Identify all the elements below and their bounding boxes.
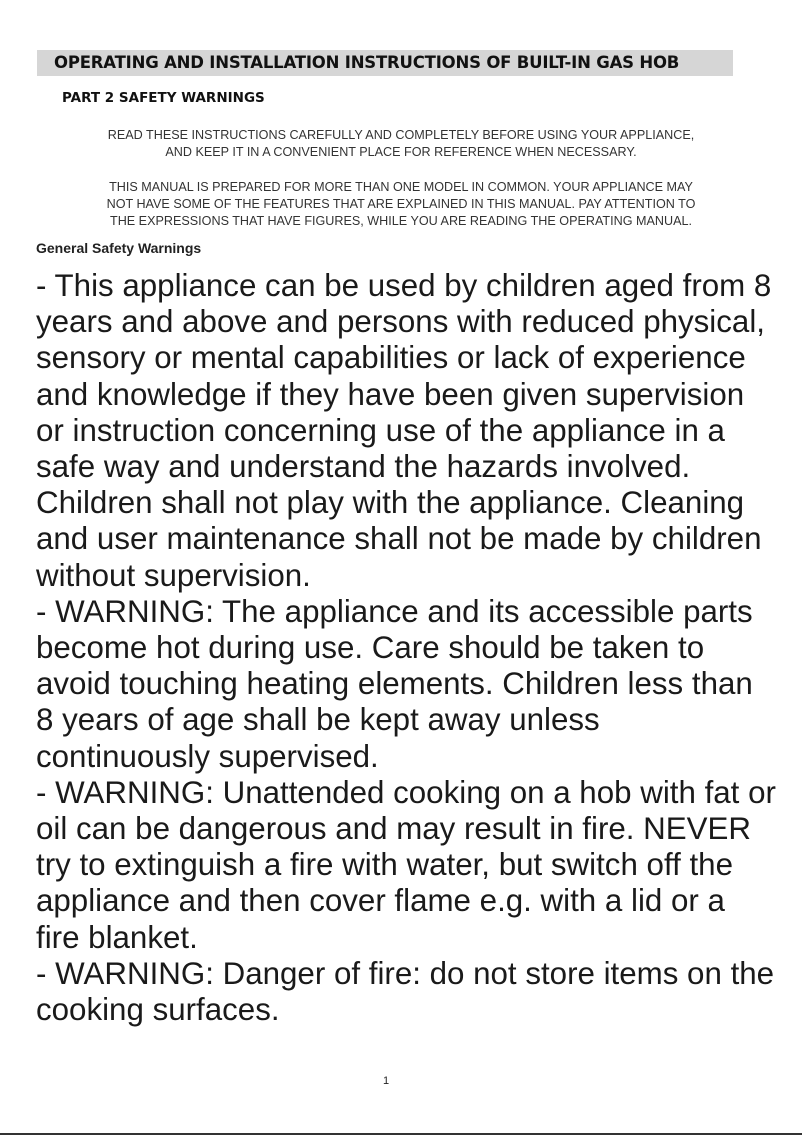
warning-unattended-cooking-paragraph: - WARNING: Unattended cooking on a hob with fat or oil can be dangerous and may result in fire. NEVER try to extinguish a fire with water, but switch off the appliance and then cover flame e.g. with a lid or a fire blanket. — [36, 774, 776, 955]
warning-hot-parts-paragraph: - WARNING: The appliance and its accessible parts become hot during use. Care should be taken to avoid touching heating elements. Children less than 8 years of age shall be kept away unless continuously supervised. — [36, 593, 753, 774]
bottom-divider — [0, 1133, 802, 1135]
read-instructions-notice — [28, 127, 774, 161]
document-header-bar — [37, 50, 733, 76]
notice-line: READ THESE INSTRUCTIONS CAREFULLY AND COMPLETELY BEFORE USING YOUR APPLIANCE, — [107, 128, 695, 142]
notice-line: AND KEEP IT IN A CONVENIENT PLACE FOR REFERENCE WHEN NECESSARY. — [165, 145, 637, 159]
manual-models-notice — [28, 179, 774, 230]
notice-line: THIS MANUAL IS PREPARED FOR MORE THAN ONE MODEL IN COMMON. YOUR APPLIANCE MAY — [109, 180, 693, 194]
document-title: OPERATING AND INSTALLATION INSTRUCTIONS OF BUILT-IN GAS HOB — [54, 53, 680, 72]
warning-fire-storage-paragraph: - WARNING: Danger of fire: do not store items on the cooking surfaces. — [36, 955, 775, 1028]
notice-line: NOT HAVE SOME OF THE FEATURES THAT ARE EXPLAINED IN THIS MANUAL. PAY ATTENTION TO — [106, 197, 696, 211]
warning-children-paragraph: - This appliance can be used by children aged from 8 years and above and persons with reduced physical, sensory or mental capabilities or lack of experience and knowledge if they have been given supervision or instruction concerning use of the appliance in a safe way and understand the hazards involved. Children shall not play with the appliance. Cleaning and user maintenance shall not be made by children without supervision. — [36, 268, 772, 593]
section-heading: General Safety Warnings — [36, 240, 202, 256]
safety-warnings-body — [36, 268, 776, 1028]
notice-line: THE EXPRESSIONS THAT HAVE FIGURES, WHILE YOU ARE READING THE OPERATING MANUAL. — [110, 214, 692, 228]
page-number: 1 — [382, 1075, 390, 1087]
part-title: PART 2 SAFETY WARNINGS — [62, 90, 265, 106]
